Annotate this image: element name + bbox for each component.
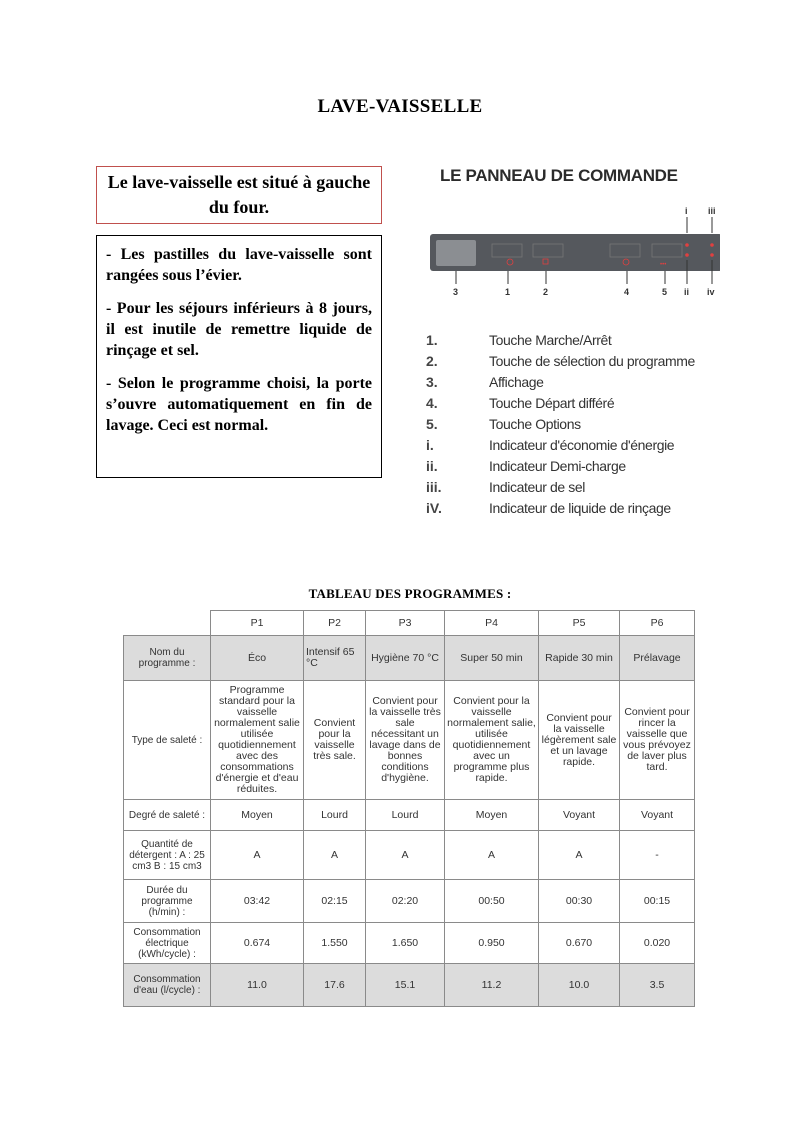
callout-1: 1 (505, 287, 511, 297)
page-title: LAVE-VAISSELLE (317, 96, 483, 117)
column-header: P6 (620, 611, 695, 636)
table-cell: Voyant (620, 800, 695, 831)
legend-item: 2. Touche de sélection du programme (426, 353, 695, 369)
callout-i: i (685, 206, 688, 216)
table-cell: 0.670 (539, 923, 620, 964)
table-cell: 1.550 (304, 923, 366, 964)
location-note-box (96, 166, 382, 224)
callout-iv: iv (707, 287, 715, 297)
legend-item: iii. Indicateur de sel (426, 479, 585, 495)
options-icon: ••• (660, 262, 667, 268)
table-cell: A (304, 831, 366, 880)
table-cell: Éco (211, 636, 304, 681)
table-cell: Convient pour la vaisselle normalement salie, utilisée quotidiennement avec un programme plus rapide. (445, 681, 539, 800)
table-cell: - (620, 831, 695, 880)
row-label: Consommation électrique (kWh/cycle) : (124, 923, 211, 964)
row-label: Durée du programme (h/min) : (124, 880, 211, 923)
callout-4: 4 (624, 287, 630, 297)
row-label: Type de saleté : (124, 681, 211, 800)
table-cell: 03:42 (211, 880, 304, 923)
table-cell: 11.0 (211, 964, 304, 1007)
table-cell: 17.6 (304, 964, 366, 1007)
legend-item: i. Indicateur d'économie d'énergie (426, 437, 675, 453)
table-cell: 00:15 (620, 880, 695, 923)
table-cell: Convient pour rincer la vaisselle que vous prévoyez de laver plus tard. (620, 681, 695, 800)
table-row (124, 923, 695, 964)
table-cell: Lourd (304, 800, 366, 831)
row-label: Quantité de détergent : A : 25 cm3 B : 15 cm3 (124, 831, 211, 880)
table-header-row (124, 611, 695, 636)
table-row (124, 800, 695, 831)
column-header: P4 (445, 611, 539, 636)
table-row (124, 636, 695, 681)
table-cell: 00:30 (539, 880, 620, 923)
note-short-stays: - Pour les séjours inférieurs à 8 jours, il est inutile de remettre liquide de rinçage et sel. (106, 300, 372, 359)
table-cell: 02:20 (366, 880, 445, 923)
table-caption: TABLEAU DES PROGRAMMES : (308, 586, 512, 601)
table-row (124, 831, 695, 880)
table-cell: Intensif 65 °C (304, 636, 366, 681)
table-cell: Lourd (366, 800, 445, 831)
table-cell: A (539, 831, 620, 880)
table-cell: 15.1 (366, 964, 445, 1007)
table-cell: Prélavage (620, 636, 695, 681)
column-header: P5 (539, 611, 620, 636)
table-cell: Convient pour la vaisselle très sale nécessitant un lavage dans de bonnes conditions d'hygiène. (366, 681, 445, 800)
table-cell: A (211, 831, 304, 880)
column-header: P3 (366, 611, 445, 636)
table-cell: Convient pour la vaisselle très sale. (304, 681, 366, 800)
location-note: Le lave-vaisselle est situé à gauche du four. (107, 172, 371, 217)
row-label: Consommation d'eau (l/cycle) : (124, 964, 211, 1007)
indicator-rinse (710, 253, 714, 257)
table-cell: 0.674 (211, 923, 304, 964)
table-cell: Hygiène 70 °C (366, 636, 445, 681)
control-panel-diagram (420, 200, 720, 300)
table-cell: 0.950 (445, 923, 539, 964)
table-cell: 1.650 (366, 923, 445, 964)
table-cell: 11.2 (445, 964, 539, 1007)
legend-item: iV. Indicateur de liquide de rinçage (426, 500, 671, 516)
table-cell: Convient pour la vaisselle légèrement sale et un lavage rapide. (539, 681, 620, 800)
table-cell: Voyant (539, 800, 620, 831)
legend-item: 3. Affichage (426, 374, 544, 390)
column-header: P1 (211, 611, 304, 636)
table-cell: Super 50 min (445, 636, 539, 681)
legend-item: ii. Indicateur Demi-charge (426, 458, 626, 474)
table-row (124, 880, 695, 923)
table-row (124, 964, 695, 1007)
callout-3: 3 (453, 287, 459, 297)
table-cell: 0.020 (620, 923, 695, 964)
program-table (123, 610, 695, 1007)
table-cell: 10.0 (539, 964, 620, 1007)
indicator-eco (685, 243, 689, 247)
notes-box (96, 235, 382, 478)
column-header: P2 (304, 611, 366, 636)
table-cell: 00:50 (445, 880, 539, 923)
note-door-opening: - Selon le programme choisi, la porte s’ouvre automatiquement en fin de lavage. Ceci est normal. (106, 375, 372, 434)
note-tablets: - Les pastilles du lave-vaisselle sont rangées sous l’évier. (106, 246, 372, 284)
table-cell: A (445, 831, 539, 880)
callout-iii: iii (708, 206, 716, 216)
table-cell: Programme standard pour la vaisselle normalement salie utilisée quotidiennement avec des consommations d'énergie et d'eau réduites. (211, 681, 304, 800)
table-cell: 3.5 (620, 964, 695, 1007)
indicator-salt (710, 243, 714, 247)
control-panel-section (420, 160, 720, 525)
row-label: Nom du programme : (124, 636, 211, 681)
callout-5: 5 (662, 287, 668, 297)
control-panel-legend (420, 332, 720, 521)
control-panel-heading: LE PANNEAU DE COMMANDE (440, 166, 678, 185)
callout-ii: ii (684, 287, 690, 297)
legend-item: 4. Touche Départ différé (426, 395, 615, 411)
callout-2: 2 (543, 287, 549, 297)
legend-item: 1. Touche Marche/Arrêt (426, 332, 612, 348)
row-label: Degré de saleté : (124, 800, 211, 831)
table-cell: Moyen (445, 800, 539, 831)
table-row (124, 681, 695, 800)
table-cell: A (366, 831, 445, 880)
indicator-half (685, 253, 689, 257)
table-cell: 02:15 (304, 880, 366, 923)
display-screen (436, 240, 476, 266)
table-cell: Moyen (211, 800, 304, 831)
legend-item: 5. Touche Options (426, 416, 581, 432)
table-cell: Rapide 30 min (539, 636, 620, 681)
